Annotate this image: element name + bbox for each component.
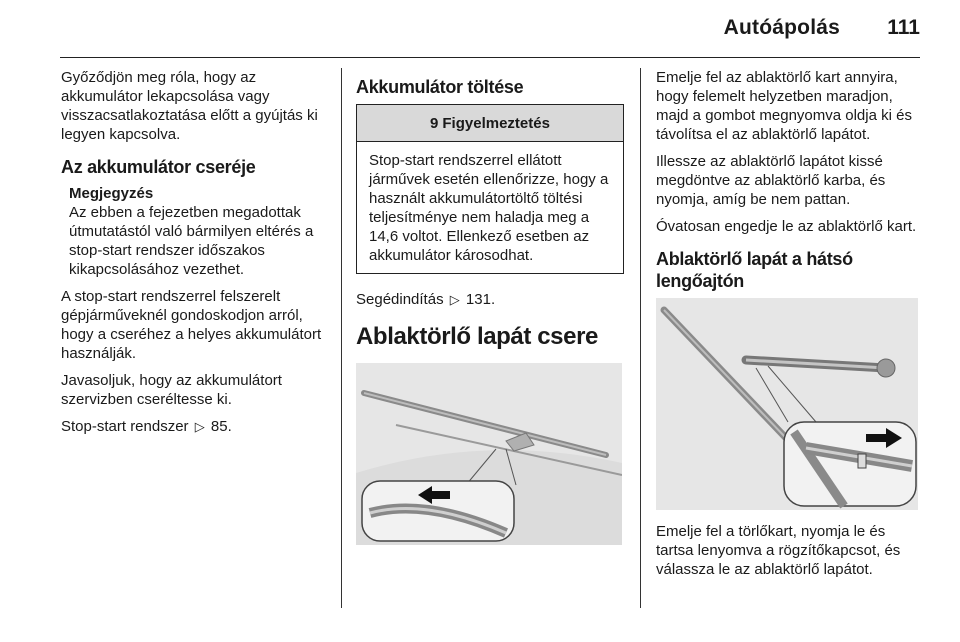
xref-page: 131.: [465, 291, 496, 308]
column-divider-2: [640, 68, 641, 608]
heading-battery-charging: Akkumulátor töltése: [356, 77, 524, 97]
figure-front-wiper: [356, 363, 622, 545]
page-header: [0, 0, 960, 58]
figure-rear-wiper: [656, 298, 918, 510]
warning-body: Stop-start rendszerrel ellátott járművek esetén ellenőrizze, hogy a használt akkumulátortöltő töltési teljesítménye nem haladja meg a 14,6 voltot. Ellenkező esetben az akkumulátor károsodhat.: [369, 152, 609, 264]
header-rule: [60, 57, 920, 58]
xref-label: Stop-start rendszer: [61, 418, 189, 435]
heading-battery-replacement: Az akkumulátor cseréje: [61, 157, 256, 177]
paragraph-correct-battery: A stop-start rendszerrel felszerelt gépjárműveknél gondoskodjon arról, hogy a cseréhez a helyes akkumulátort használják.: [61, 288, 322, 362]
column-3: [656, 68, 922, 587]
section-title: Autóápolás: [723, 16, 840, 39]
warning-triangle-icon: 9: [430, 115, 439, 132]
note-block: [69, 184, 329, 279]
column-2: [356, 68, 624, 557]
xref-label: Segédindítás: [356, 291, 444, 308]
column-divider-1: [341, 68, 342, 608]
xref-jump-start[interactable]: [356, 290, 624, 309]
warning-header: [357, 105, 623, 142]
paragraph-lower-arm: Óvatosan engedje le az ablaktörlő kart.: [656, 218, 917, 235]
xref-triangle-icon: ▷: [449, 292, 460, 307]
paragraph-service: Javasoljuk, hogy az akkumulátort szervizben cseréltesse ki.: [61, 372, 282, 408]
note-body: Az ebben a fejezetben megadottak útmutatástól való bármilyen eltérés a stop-start rendszer időszakos kikapcsolásához vezethet.: [69, 204, 314, 278]
note-title: Megjegyzés: [69, 185, 154, 202]
page-number: 111: [887, 16, 920, 39]
heading-wiper-blade: Ablaktörlő lapát csere: [356, 323, 598, 350]
xref-triangle-icon: ▷: [194, 419, 205, 434]
paragraph-release-blade: Emelje fel a törlőkart, nyomja le és tartsa lenyomva a rögzítőkapcsot, és válassza le az ablaktörlő lapátot.: [656, 523, 901, 578]
paragraph-insert-blade: Illessze az ablaktörlő lapátot kissé megdöntve az ablaktörlő karba, és nyomja, amíg be nem pattan.: [656, 153, 886, 208]
paragraph-ignition: Győződjön meg róla, hogy az akkumulátor lekapcsolása vagy visszacsatlakoztatása előtt a gyújtás ki legyen kapcsolva.: [61, 69, 318, 143]
paragraph-raise-arm: Emelje fel az ablaktörlő kart annyira, hogy felemelt helyzetben maradjon, majd a gombot megnyomva oldja ki és távolítsa el az ablaktörlő lapátot.: [656, 69, 912, 143]
heading-rear-wiper: Ablaktörlő lapát a hátsó lengőajtón: [656, 249, 853, 291]
warning-box: [356, 104, 624, 274]
warning-title: Figyelmeztetés: [442, 115, 550, 132]
xref-stop-start[interactable]: [61, 417, 329, 436]
column-1: [61, 68, 329, 444]
xref-page: 85.: [210, 418, 232, 435]
